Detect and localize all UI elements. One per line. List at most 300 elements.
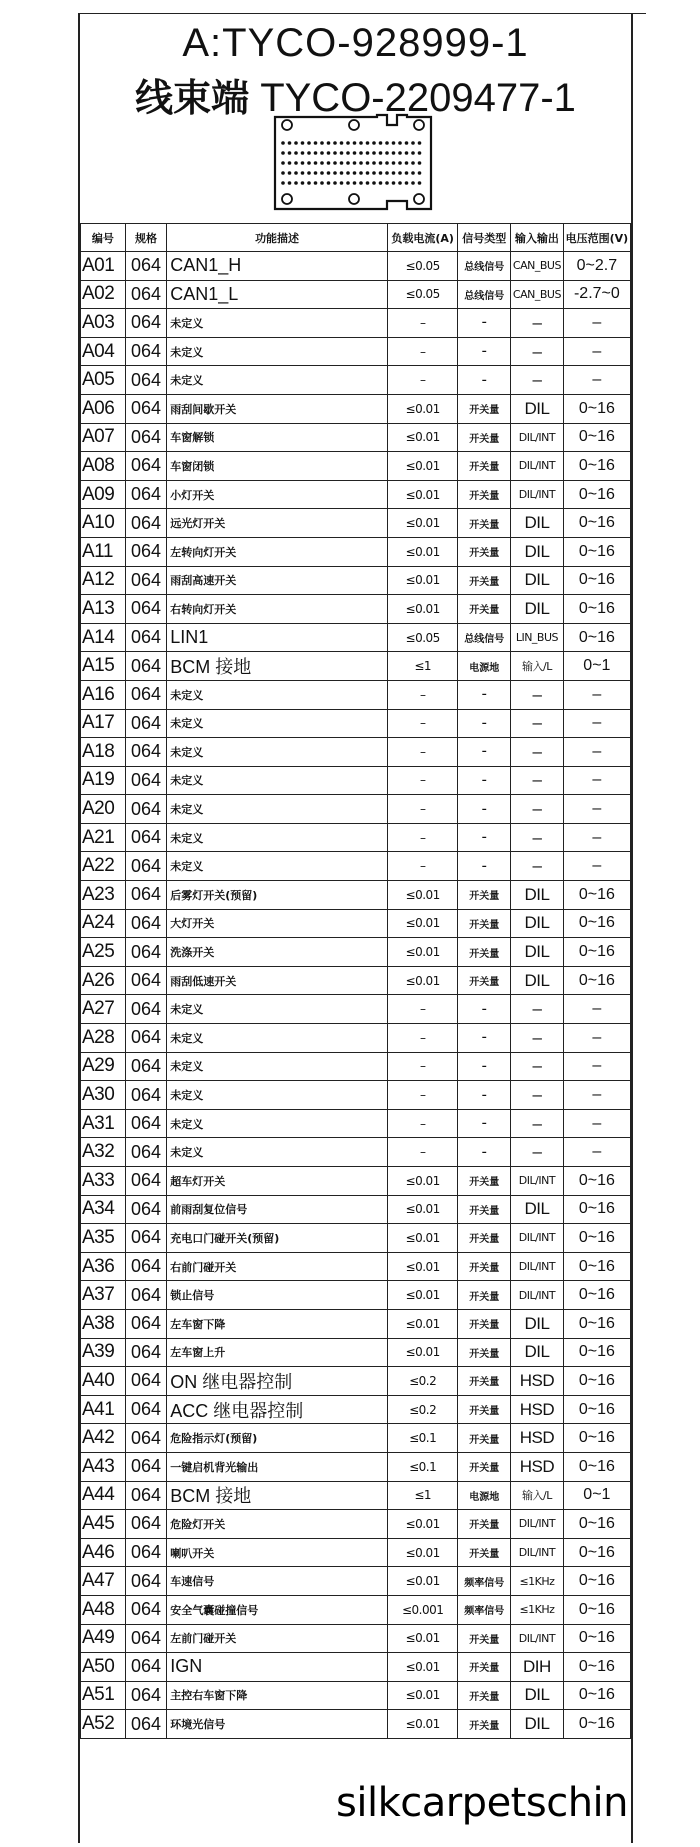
pin-id: A08: [81, 452, 126, 481]
connector-pin: [372, 151, 376, 155]
pin-current: ≤0.01: [387, 1681, 458, 1710]
pin-id: A10: [81, 509, 126, 538]
pin-voltage: –: [563, 709, 630, 738]
pin-id: A47: [81, 1567, 126, 1596]
pin-current: –: [387, 1052, 458, 1081]
connector-pin: [288, 181, 292, 185]
connector-pin: [359, 161, 363, 165]
pin-io: –: [511, 680, 564, 709]
pin-io: –: [511, 366, 564, 395]
connector-pin: [372, 181, 376, 185]
pin-current: ≤0.01: [387, 423, 458, 452]
pin-current: –: [387, 1081, 458, 1110]
connector-pin: [353, 181, 357, 185]
pin-current: ≤0.01: [387, 537, 458, 566]
pin-current: ≤0.2: [387, 1395, 458, 1424]
pin-function: 雨刮间歇开关: [167, 394, 388, 423]
table-row: [81, 337, 631, 366]
col-header-io: 输入输出: [511, 224, 564, 252]
pin-spec: 064: [125, 1024, 166, 1053]
pin-signal-type: 总线信号: [458, 623, 511, 652]
pin-voltage: –: [563, 795, 630, 824]
pin-signal-type: 开关量: [458, 1195, 511, 1224]
pin-id: A16: [81, 680, 126, 709]
pin-io: DIH: [511, 1653, 564, 1682]
connector-pin: [359, 181, 363, 185]
pin-io: DIL: [511, 966, 564, 995]
pin-io: DIL: [511, 1681, 564, 1710]
pin-id: A36: [81, 1252, 126, 1281]
table-row: [81, 1109, 631, 1138]
pin-voltage: –: [563, 823, 630, 852]
pin-voltage: 0~16: [563, 1681, 630, 1710]
connector-pin: [405, 161, 409, 165]
connector-pin: [288, 151, 292, 155]
pin-function: ON 继电器控制: [167, 1367, 388, 1396]
pin-id: A30: [81, 1081, 126, 1110]
pin-current: ≤0.01: [387, 881, 458, 910]
pin-signal-type: 开关量: [458, 1309, 511, 1338]
pin-spec: 064: [125, 1367, 166, 1396]
pin-io: –: [511, 738, 564, 767]
pin-io: DIL/INT: [511, 1167, 564, 1196]
connector-pin: [314, 161, 318, 165]
pin-signal-type: –: [458, 309, 511, 338]
pin-spec: 064: [125, 966, 166, 995]
connector-pin: [288, 171, 292, 175]
pin-signal-type: 频率信号: [458, 1567, 511, 1596]
pin-signal-type: –: [458, 680, 511, 709]
pin-spec: 064: [125, 623, 166, 652]
pin-id: A44: [81, 1481, 126, 1510]
harness-part-number: TYCO-2209477-1: [249, 76, 576, 120]
connector-pin: [353, 161, 357, 165]
pin-function: 前雨刮复位信号: [167, 1195, 388, 1224]
pin-current: ≤0.01: [387, 1624, 458, 1653]
pin-current: –: [387, 680, 458, 709]
pin-id: A46: [81, 1538, 126, 1567]
pin-signal-type: 开关量: [458, 1710, 511, 1739]
pin-io: DIL/INT: [511, 1252, 564, 1281]
pin-id: A37: [81, 1281, 126, 1310]
pin-current: ≤0.05: [387, 252, 458, 281]
pin-io: –: [511, 766, 564, 795]
connector-pin: [320, 181, 324, 185]
col-header-voltage: 电压范围(V): [563, 224, 630, 252]
connector-pin: [320, 171, 324, 175]
pin-spec: 064: [125, 1624, 166, 1653]
table-row: [81, 1081, 631, 1110]
connector-pin: [281, 161, 285, 165]
connector-pin: [281, 171, 285, 175]
connector-pin: [372, 141, 376, 145]
pin-signal-type: 开关量: [458, 595, 511, 624]
connector-pin: [346, 141, 350, 145]
pin-id: A06: [81, 394, 126, 423]
connector-pin: [385, 161, 389, 165]
pin-current: –: [387, 766, 458, 795]
pin-voltage: 0~16: [563, 537, 630, 566]
table-row: [81, 738, 631, 767]
pin-id: A43: [81, 1452, 126, 1481]
connector-pin: [320, 141, 324, 145]
pin-io: ≤1KHz: [511, 1567, 564, 1596]
connector-pin: [398, 171, 402, 175]
pin-spec: 064: [125, 423, 166, 452]
pin-voltage: 0~2.7: [563, 252, 630, 281]
pin-voltage: 0~16: [563, 1653, 630, 1682]
connector-pin: [340, 181, 344, 185]
pin-voltage: 0~16: [563, 1224, 630, 1253]
pin-io: DIL/INT: [511, 1281, 564, 1310]
pin-voltage: 0~16: [563, 1510, 630, 1539]
connector-pin: [359, 141, 363, 145]
pin-io: DIL: [511, 1309, 564, 1338]
pin-id: A14: [81, 623, 126, 652]
connector-pin: [307, 171, 311, 175]
connector-pin: [392, 171, 396, 175]
pin-current: ≤0.01: [387, 1338, 458, 1367]
pin-signal-type: 开关量: [458, 1510, 511, 1539]
pin-io: HSD: [511, 1424, 564, 1453]
pin-current: –: [387, 823, 458, 852]
pin-voltage: –: [563, 309, 630, 338]
pin-spec: 064: [125, 1424, 166, 1453]
connector-pin: [392, 151, 396, 155]
pin-voltage: 0~16: [563, 1624, 630, 1653]
table-row: [81, 1195, 631, 1224]
pin-signal-type: 开关量: [458, 1367, 511, 1396]
pin-voltage: 0~16: [563, 1252, 630, 1281]
pin-spec: 064: [125, 337, 166, 366]
pin-spec: 064: [125, 1595, 166, 1624]
table-row: [81, 566, 631, 595]
pin-signal-type: 开关量: [458, 537, 511, 566]
pin-id: A02: [81, 280, 126, 309]
connector-pin: [320, 161, 324, 165]
connector-pin: [411, 181, 415, 185]
connector-pin: [379, 171, 383, 175]
pin-current: ≤1: [387, 652, 458, 681]
pin-io: CAN_BUS: [511, 252, 564, 281]
pin-spec: 064: [125, 452, 166, 481]
pin-function: 未定义: [167, 1052, 388, 1081]
pin-spec: 064: [125, 1081, 166, 1110]
pin-function: 右前门碰开关: [167, 1252, 388, 1281]
pinout-sheet: [78, 13, 633, 1843]
pin-io: DIL/INT: [511, 480, 564, 509]
pin-current: ≤0.01: [387, 1710, 458, 1739]
pin-id: A45: [81, 1510, 126, 1539]
connector-pin: [392, 181, 396, 185]
connector-pin: [405, 141, 409, 145]
pin-id: A40: [81, 1367, 126, 1396]
pin-current: ≤0.01: [387, 566, 458, 595]
pin-signal-type: 开关量: [458, 938, 511, 967]
pin-spec: 064: [125, 537, 166, 566]
pin-id: A09: [81, 480, 126, 509]
pin-function: BCM 接地: [167, 652, 388, 681]
pin-function: 喇叭开关: [167, 1538, 388, 1567]
pin-spec: 064: [125, 252, 166, 281]
pin-id: A04: [81, 337, 126, 366]
pin-current: ≤0.01: [387, 1252, 458, 1281]
pin-signal-type: 开关量: [458, 1424, 511, 1453]
connector-pin: [307, 161, 311, 165]
table-row: [81, 1052, 631, 1081]
pin-current: –: [387, 1138, 458, 1167]
pin-spec: 064: [125, 909, 166, 938]
pin-current: ≤0.2: [387, 1367, 458, 1396]
connector-pin: [333, 151, 337, 155]
connector-title: A:TYCO-928999-1: [182, 21, 529, 65]
pin-signal-type: –: [458, 852, 511, 881]
pin-function: 雨刮高速开关: [167, 566, 388, 595]
pin-io: –: [511, 1081, 564, 1110]
connector-pin: [288, 161, 292, 165]
pin-voltage: 0~1: [563, 652, 630, 681]
pin-function: CAN1_L: [167, 280, 388, 309]
pin-spec: 064: [125, 1481, 166, 1510]
pin-spec: 064: [125, 1309, 166, 1338]
table-row: [81, 1710, 631, 1739]
pin-id: A39: [81, 1338, 126, 1367]
pin-signal-type: 开关量: [458, 394, 511, 423]
connector-pin: [314, 141, 318, 145]
pin-voltage: 0~16: [563, 1309, 630, 1338]
connector-pin: [405, 181, 409, 185]
pin-function: 未定义: [167, 1024, 388, 1053]
pin-current: –: [387, 366, 458, 395]
connector-pin: [418, 151, 422, 155]
connector-pin: [327, 161, 331, 165]
pin-function: 未定义: [167, 852, 388, 881]
pin-function: 未定义: [167, 738, 388, 767]
table-row: [81, 995, 631, 1024]
connector-pin: [346, 171, 350, 175]
pin-current: ≤0.01: [387, 966, 458, 995]
table-row: [81, 1367, 631, 1396]
pin-signal-type: 开关量: [458, 452, 511, 481]
connector-pin: [392, 141, 396, 145]
pin-voltage: 0~1: [563, 1481, 630, 1510]
pin-function: 充电口门碰开关(预留): [167, 1224, 388, 1253]
pin-signal-type: –: [458, 1138, 511, 1167]
pin-spec: 064: [125, 1252, 166, 1281]
table-row: [81, 1167, 631, 1196]
col-header-spec: 规格: [125, 224, 166, 252]
pin-signal-type: 开关量: [458, 509, 511, 538]
pin-spec: 064: [125, 1109, 166, 1138]
connector-pin: [340, 161, 344, 165]
pin-io: DIL: [511, 909, 564, 938]
connector-pin: [372, 171, 376, 175]
pin-spec: 064: [125, 366, 166, 395]
pin-voltage: 0~16: [563, 1567, 630, 1596]
table-row: [81, 1681, 631, 1710]
pin-signal-type: 开关量: [458, 1281, 511, 1310]
pin-io: 输入/L: [511, 652, 564, 681]
pin-io: HSD: [511, 1452, 564, 1481]
pin-voltage: –: [563, 680, 630, 709]
table-row: [81, 509, 631, 538]
pin-voltage: –: [563, 1081, 630, 1110]
connector-pin: [411, 141, 415, 145]
pin-io: –: [511, 309, 564, 338]
table-row: [81, 1538, 631, 1567]
table-row: [81, 1395, 631, 1424]
connector-pin: [366, 161, 370, 165]
pin-spec: 064: [125, 881, 166, 910]
table-row: [81, 795, 631, 824]
pin-signal-type: 开关量: [458, 909, 511, 938]
pin-spec: 064: [125, 1281, 166, 1310]
connector-pin: [340, 151, 344, 155]
pin-function: IGN: [167, 1653, 388, 1682]
pin-spec: 064: [125, 766, 166, 795]
connector-pin: [366, 181, 370, 185]
pin-function: CAN1_H: [167, 252, 388, 281]
pin-voltage: –: [563, 1138, 630, 1167]
connector-pin: [327, 181, 331, 185]
pin-id: A22: [81, 852, 126, 881]
pin-function: 一键启机背光输出: [167, 1452, 388, 1481]
connector-pin: [327, 141, 331, 145]
connector-pin: [411, 161, 415, 165]
connector-pin: [333, 171, 337, 175]
connector-pin: [301, 181, 305, 185]
pin-signal-type: 开关量: [458, 1395, 511, 1424]
pin-current: –: [387, 709, 458, 738]
table-row: [81, 280, 631, 309]
pin-io: HSD: [511, 1395, 564, 1424]
pin-voltage: –: [563, 337, 630, 366]
pin-spec: 064: [125, 1452, 166, 1481]
connector-pin: [359, 171, 363, 175]
pin-id: A01: [81, 252, 126, 281]
connector-pin: [301, 171, 305, 175]
pin-function: 远光灯开关: [167, 509, 388, 538]
col-header-function: 功能描述: [167, 224, 388, 252]
table-row: [81, 1510, 631, 1539]
pin-function: 主控右车窗下降: [167, 1681, 388, 1710]
connector-pin: [314, 171, 318, 175]
table-row: [81, 1252, 631, 1281]
pin-function: 车窗解锁: [167, 423, 388, 452]
pin-signal-type: 总线信号: [458, 280, 511, 309]
pin-current: ≤0.05: [387, 280, 458, 309]
pin-current: ≤0.01: [387, 909, 458, 938]
pin-spec: 064: [125, 1395, 166, 1424]
pin-function: 未定义: [167, 795, 388, 824]
pin-spec: 064: [125, 480, 166, 509]
pin-id: A15: [81, 652, 126, 681]
pin-id: A21: [81, 823, 126, 852]
table-row: [81, 1595, 631, 1624]
pin-current: ≤0.01: [387, 509, 458, 538]
connector-pin: [294, 181, 298, 185]
pin-function: 超车灯开关: [167, 1167, 388, 1196]
pin-io: –: [511, 795, 564, 824]
pin-voltage: 0~16: [563, 966, 630, 995]
pin-signal-type: 开关量: [458, 1252, 511, 1281]
table-row: [81, 1653, 631, 1682]
pin-spec: 064: [125, 852, 166, 881]
table-row: [81, 1281, 631, 1310]
pin-spec: 064: [125, 795, 166, 824]
connector-pin: [307, 141, 311, 145]
pin-voltage: 0~16: [563, 1395, 630, 1424]
pin-current: ≤0.001: [387, 1595, 458, 1624]
pin-id: A51: [81, 1681, 126, 1710]
pin-function: LIN1: [167, 623, 388, 652]
connector-pin: [366, 141, 370, 145]
pin-io: –: [511, 1052, 564, 1081]
pin-signal-type: 开关量: [458, 1338, 511, 1367]
pin-id: A28: [81, 1024, 126, 1053]
pin-io: DIL: [511, 566, 564, 595]
pin-function: 未定义: [167, 823, 388, 852]
col-header-id: 编号: [81, 224, 126, 252]
pin-id: A13: [81, 595, 126, 624]
pin-current: ≤0.01: [387, 1309, 458, 1338]
pin-function: 后雾灯开关(预留): [167, 881, 388, 910]
table-row: [81, 537, 631, 566]
table-row: [81, 881, 631, 910]
pin-voltage: 0~16: [563, 452, 630, 481]
connector-pin: [294, 161, 298, 165]
pin-table: [80, 223, 631, 1739]
pin-io: –: [511, 709, 564, 738]
pin-function: 小灯开关: [167, 480, 388, 509]
pin-spec: 064: [125, 509, 166, 538]
table-row: [81, 1624, 631, 1653]
table-row: [81, 1024, 631, 1053]
pin-function: 未定义: [167, 766, 388, 795]
connector-pin: [314, 151, 318, 155]
pin-function: 大灯开关: [167, 909, 388, 938]
connector-pin: [353, 151, 357, 155]
pin-spec: 064: [125, 1224, 166, 1253]
pin-current: –: [387, 852, 458, 881]
pin-current: –: [387, 995, 458, 1024]
connector-pin: [418, 161, 422, 165]
pin-function: 危险灯开关: [167, 1510, 388, 1539]
pin-spec: 064: [125, 1338, 166, 1367]
connector-pin: [411, 151, 415, 155]
pin-id: A31: [81, 1109, 126, 1138]
table-row: [81, 680, 631, 709]
pin-io: ≤1KHz: [511, 1595, 564, 1624]
col-header-current: 负载电流(A): [387, 224, 458, 252]
pin-signal-type: 开关量: [458, 480, 511, 509]
pin-voltage: 0~16: [563, 1452, 630, 1481]
pin-id: A48: [81, 1595, 126, 1624]
pin-io: DIL: [511, 881, 564, 910]
pin-function: ACC 继电器控制: [167, 1395, 388, 1424]
connector-pin: [307, 181, 311, 185]
pin-voltage: –: [563, 1109, 630, 1138]
pin-current: ≤0.01: [387, 1538, 458, 1567]
pin-io: DIL: [511, 1710, 564, 1739]
pin-signal-type: –: [458, 1052, 511, 1081]
pin-signal-type: –: [458, 709, 511, 738]
connector-pin: [353, 171, 357, 175]
pin-current: –: [387, 738, 458, 767]
connector-pin: [385, 141, 389, 145]
pin-spec: 064: [125, 709, 166, 738]
pin-function: 车窗闭锁: [167, 452, 388, 481]
